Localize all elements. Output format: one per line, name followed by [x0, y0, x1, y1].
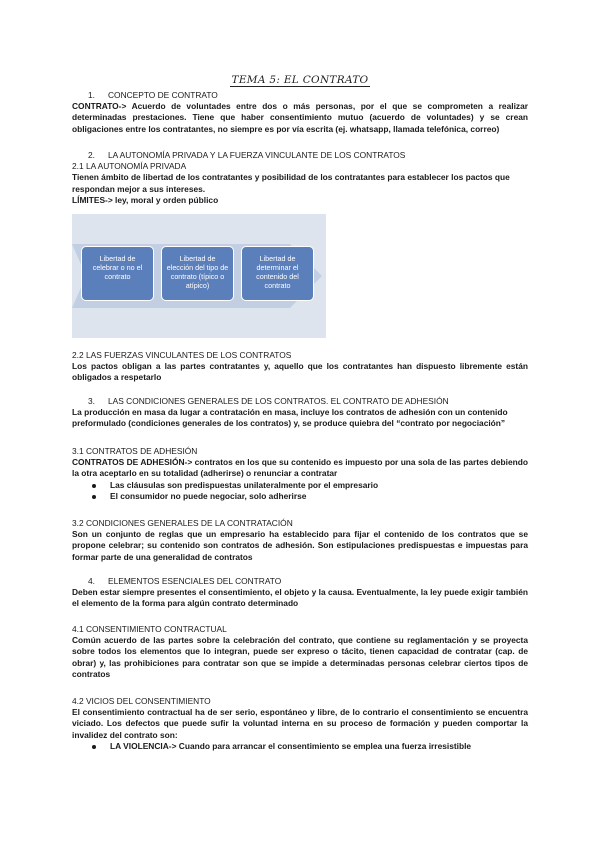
section-4	[72, 576, 528, 610]
list-item: El consumidor no puede negociar, solo adherirse	[72, 491, 528, 502]
section-1-heading	[72, 90, 528, 101]
subsection-4-1	[72, 624, 528, 680]
diagram-box-2-label: Libertad de elección del tipo de contrato (típico o atípico)	[166, 254, 229, 290]
subsection-4-1-heading: 4.1 CONSENTIMIENTO CONTRACTUAL	[72, 624, 227, 634]
subsection-3-1-text: CONTRATOS DE ADHESIÓN-> contratos en los que su contenido es impuesto por una sola de las partes debiendo la otra aceptarlo en su totalidad (adherirse) o renunciar a contratar	[72, 457, 528, 479]
diagram-box-1-label: Libertad de celebrar o no el contrato	[92, 254, 143, 281]
diagram-box-3-label: Libertad de determinar el contenido del contrato	[256, 254, 299, 290]
adhesion-bullet-list	[72, 480, 528, 502]
subsection-2-2	[72, 350, 528, 384]
diagram-box-3	[241, 246, 314, 301]
subsection-3-1	[72, 446, 528, 502]
subsection-2-2-heading: 2.2 LAS FUERZAS VINCULANTES DE LOS CONTRATOS	[72, 350, 292, 360]
list-item: Las cláusulas son predispuestas unilateralmente por el empresario	[72, 480, 528, 491]
subsection-3-2-heading: 3.2 CONDICIONES GENERALES DE LA CONTRATACIÓN	[72, 518, 293, 528]
subsection-2-1-heading: 2.1 LA AUTONOMÍA PRIVADA	[72, 161, 187, 172]
subsection-2-2-text: Los pactos obligan a las partes contratantes y, aquello que los contratantes han dispuesto libremente están obligados a respetarlo	[72, 361, 528, 383]
section-4-number: 4.	[88, 576, 95, 586]
subsection-4-2	[72, 696, 528, 752]
section-3-title: LAS CONDICIONES GENERALES DE LOS CONTRATOS. EL CONTRATO DE ADHESIÓN	[108, 396, 449, 406]
list-item: LA VIOLENCIA-> Cuando para arrancar el consentimiento se emplea una fuerza irresistible	[72, 741, 528, 752]
section-1-title: CONCEPTO DE CONTRATO	[108, 90, 218, 100]
section-4-title: ELEMENTOS ESENCIALES DEL CONTRATO	[108, 576, 282, 586]
section-3-text: La producción en masa da lugar a contratación en masa, incluye los contratos de adhesión con un contenido preformulado (condiciones generales de los contratos) y, se produce quiebra del “contrato por negociación”	[72, 407, 508, 429]
section-4-heading	[72, 576, 528, 587]
vices-bullet-list	[72, 741, 528, 752]
section-1	[72, 90, 528, 135]
autonomy-diagram	[72, 214, 326, 338]
subsection-3-2-text: Son un conjunto de reglas que un empresario ha establecido para fijar el contenido de los contratos que se propone celebrar; su contenido son contratos de adhesión. Son estipulaciones predispuestas e impuestas para formar parte de una generalidad de contratos	[72, 529, 528, 562]
section-2	[72, 150, 528, 206]
document-title	[72, 74, 528, 86]
subsection-3-2	[72, 518, 528, 563]
section-3-heading	[72, 396, 528, 407]
section-4-text: Deben estar siempre presentes el consentimiento, el objeto y la causa. Eventualmente, la ley puede exigir también el elemento de la forma para algún contrato determinado	[72, 587, 528, 609]
diagram-box-1	[81, 246, 154, 301]
section-3-number: 3.	[88, 396, 95, 406]
section-1-text: CONTRATO-> Acuerdo de voluntades entre dos o más personas, por el que se comprometen a realizar determinadas prestaciones. Tiene que haber consentimiento mutuo (acuerdo de voluntades) y se crean obligaciones entre los contratantes, no siempre es por vía escrita (ej. whatsapp, llamada telefónica, correo)	[72, 101, 528, 134]
subsection-3-1-heading: 3.1 CONTRATOS DE ADHESIÓN	[72, 446, 198, 456]
subsection-4-1-text: Común acuerdo de las partes sobre la celebración del contrato, que contiene su reglamentación y se proyecta sobre todos los elementos que lo integran, puede ser expreso o tácito, tienen capacidad de contratar (cap. de obrar) y, las prohibiciones para contratar son que se impide a determinadas personas celebrar ciertos tipos de contratos	[72, 635, 528, 679]
document-title-text: TEMA 5: EL CONTRATO	[231, 74, 369, 86]
section-2-title: LA AUTONOMÍA PRIVADA Y LA FUERZA VINCULANTE DE LOS CONTRATOS	[108, 150, 406, 160]
limits-line: LÍMITES-> ley, moral y orden público	[72, 194, 219, 205]
subsection-2-1-text: Tienen ámbito de libertad de los contratantes y posibilidad de los contratantes para establecer los pactos que respondan mejor a sus intereses.	[72, 172, 510, 194]
subsection-4-2-text: El consentimiento contractual ha de ser serio, espontáneo y libre, de lo contrario el consentimiento se encuentra viciado. Los defectos que puede sufir la voluntad interna en su proceso de formación y pueden comportar la invalidez del contrato son:	[72, 707, 528, 740]
subsection-4-2-heading: 4.2 VICIOS DEL CONSENTIMIENTO	[72, 696, 211, 706]
section-1-number: 1.	[88, 90, 95, 100]
section-2-number: 2.	[88, 150, 95, 160]
section-2-heading	[72, 150, 528, 161]
section-3	[72, 396, 528, 430]
diagram-box-2	[161, 246, 234, 301]
